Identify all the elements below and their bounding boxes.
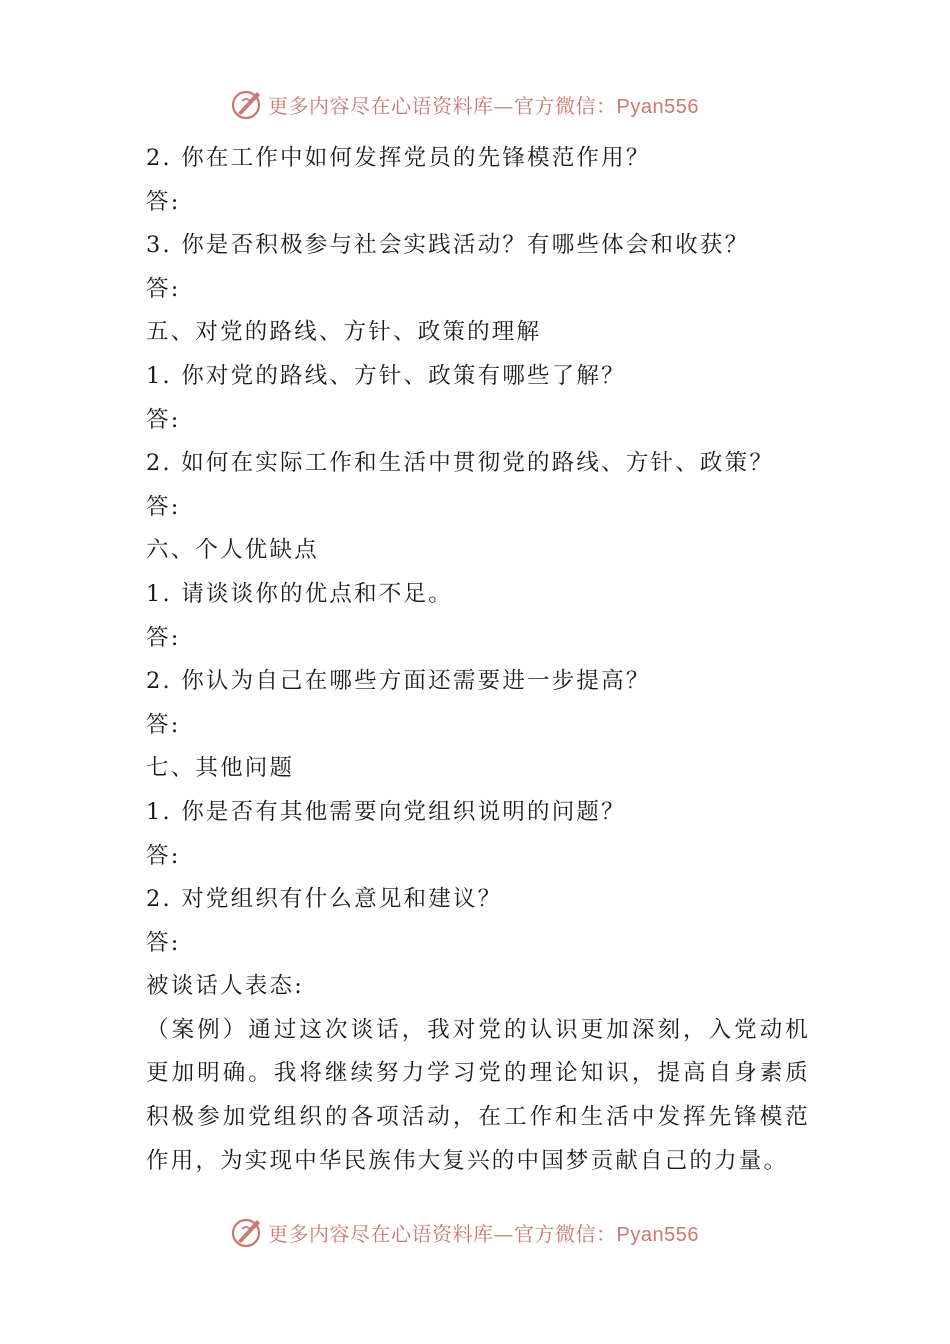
watermark-text: 更多内容尽在心语资料库—官方微信：Pyan556: [268, 93, 699, 118]
answer-label: 答:: [146, 275, 181, 302]
pen-circle-logo-icon: [230, 87, 264, 121]
question-line: 3. 你是否积极参与社会实践活动？有哪些体会和收获？: [146, 232, 750, 259]
question-line: 2. 对党组织有什么意见和建议？: [146, 886, 503, 913]
watermark-wechat-id: Pyan556: [616, 95, 699, 118]
answer-label: 答:: [146, 711, 181, 738]
statement-label: 被谈话人表态:: [146, 973, 304, 1000]
section-heading: 六、个人优缺点: [146, 537, 319, 564]
answer-label: 答:: [146, 842, 181, 869]
question-line: 2. 你在工作中如何发挥党员的先锋模范作用？: [146, 145, 651, 171]
question-line: 2. 你认为自己在哪些方面还需要进一步提高？: [146, 668, 651, 695]
answer-label: 答:: [146, 406, 181, 433]
answer-label: 答:: [146, 493, 181, 520]
question-line: 1. 你是否有其他需要向党组织说明的问题？: [146, 798, 626, 825]
section-heading: 七、其他问题: [146, 755, 295, 782]
question-line: 1. 你对党的路线、方针、政策有哪些了解？: [146, 362, 626, 389]
document-body: [146, 137, 810, 1183]
answer-label: 答:: [146, 624, 181, 651]
header-watermark: [230, 84, 699, 124]
pen-circle-logo-icon: [230, 1215, 264, 1249]
footer-watermark: [230, 1212, 699, 1252]
watermark-wechat-id: Pyan556: [616, 1223, 699, 1246]
statement-paragraph: （案例）通过这次谈话，我对党的认识更加深刻，入党动机更加明确。我将继续努力学习党的理论知识，提高自身素质积极参加党组织的各项活动，在工作和生活中发挥先锋模范作用，为实现中华民族伟大复兴的中国梦贡献自己的力量。: [146, 1016, 810, 1174]
question-line: 1. 请谈谈你的优点和不足。: [146, 580, 453, 607]
answer-label: 答:: [146, 188, 181, 215]
question-line: 2. 如何在实际工作和生活中贯彻党的路线、方针、政策？: [146, 450, 775, 477]
section-heading: 五、对党的路线、方针、政策的理解: [146, 319, 542, 346]
answer-label: 答:: [146, 929, 181, 956]
watermark-text: 更多内容尽在心语资料库—官方微信：Pyan556: [268, 1221, 699, 1246]
